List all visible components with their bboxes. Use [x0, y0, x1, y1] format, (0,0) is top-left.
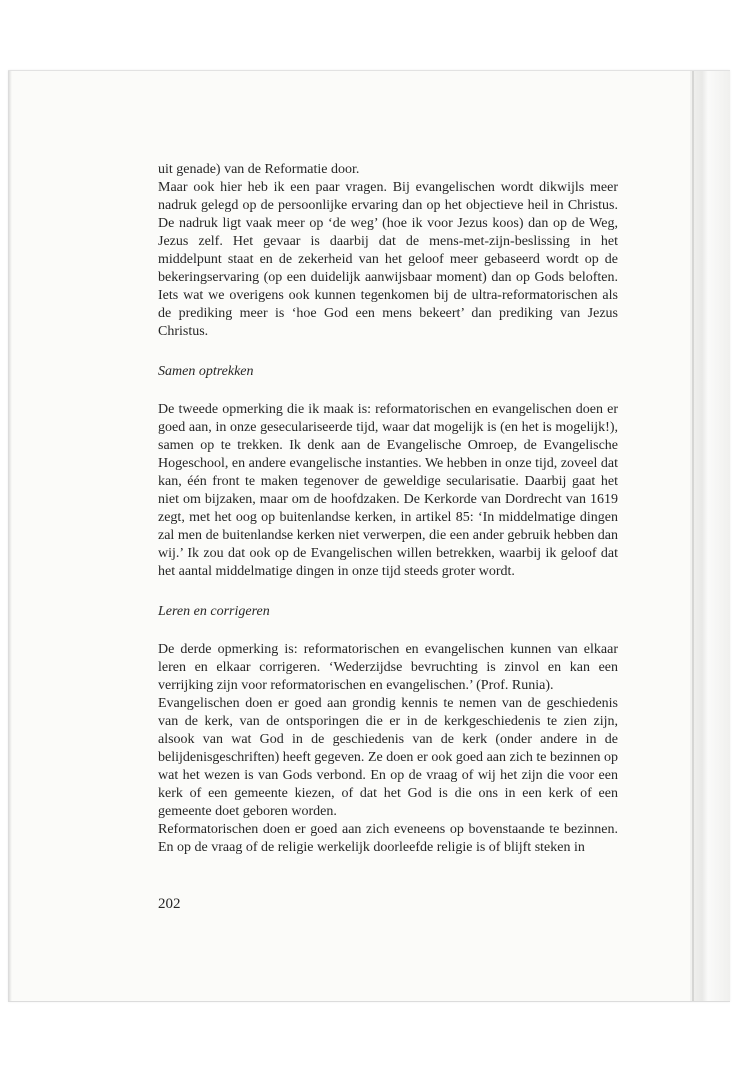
page-number: 202 — [158, 896, 181, 912]
gutter-line — [692, 71, 694, 1001]
heading-samen-optrekken: Samen optrekken — [158, 364, 254, 379]
paragraph-leren-2: Evangelischen doen er goed aan grondig kennis te nemen van de geschiedenis van de kerk, van de ontsporingen die er in de kerkgeschiedenis te zien zijn, alsook van wat God in de geschiedenis van de kerk (onder andere in de belijdenisgeschriften) heeft gegeven. Ze doen er ook goed aan zich te bezinnen op wat het wezen is van Gods verbond. En op de vraag of wij het zijn die voor een kerk of een gemeente kiezen, of dat het God is die ons in een kerk of een gemeente doet geboren worden. — [158, 696, 618, 819]
paragraph-leren-3: Reformatorischen doen er goed aan zich eveneens op bovenstaande te bezinnen. En op de vraag of de religie werkelijk doorleefde religie is of blijft steken in — [158, 822, 618, 855]
body-text — [158, 161, 618, 857]
paragraph-leren-1: De derde opmerking is: reformatorischen en evangelischen kunnen van elkaar leren en elkaar corrigeren. ‘Wederzijdse bevruchting is zinvol en kan een verrijking zijn voor reformatorischen en evangelischen.’ (Prof. Runia). — [158, 642, 618, 693]
paragraph-samen-1: De tweede opmerking die ik maak is: reformatorischen en evangelischen doen er goed aan, in onze geseculariseerde tijd, waar dat mogelijk is (en het is mogelijk!), samen op te trekken. Ik denk aan de Evangelische Omroep, de Evangelische Hogeschool, en andere evangelische instanties. We hebben in onze tijd, zoveel dat kan, één front te maken tegenover de geweldige secularisatie. Daarbij gaat het niet om bijzaken, maar om de hoofdzaken. De Kerkorde van Dordrecht van 1619 zegt, met het oog op buitenlandse kerken, in artikel 85: ‘In middelmatige dingen zal men de buitenlandse kerken niet verwerpen, die een ander gebruik hebben dan wij.’ Ik zou dat ook op de Evangelischen willen betrekken, waarbij ik geloof dat het aantal middelmatige dingen in onze tijd steeds groter wordt. — [158, 402, 618, 579]
paragraph-intro-1: uit genade) van de Reformatie door. — [158, 162, 360, 177]
page-edge-shadow — [8, 71, 12, 1001]
book-gutter — [690, 71, 730, 1001]
heading-leren-en-corrigeren: Leren en corrigeren — [158, 604, 270, 619]
paragraph-intro-2: Maar ook hier heb ik een paar vragen. Bij evangelischen wordt dikwijls meer nadruk gelegd op de persoonlijke ervaring dan op het objectieve heil in Christus. De nadruk ligt vaak meer op ‘de weg’ (hoe ik voor Jezus koos) dan op de Weg, Jezus zelf. Het gevaar is daarbij dat de mens-met-zijn-beslissing in het middelpunt staat en de zekerheid van het geloof meer gebaseerd wordt op de bekeringservaring (op een duidelijk aanwijsbaar moment) dan op Gods beloften. Iets wat we overigens ook kunnen tegenkomen bij de ultra-reformatorischen als de prediking meer is ‘hoe God een mens bekeert’ dan prediking van Jezus Christus. — [158, 180, 618, 339]
